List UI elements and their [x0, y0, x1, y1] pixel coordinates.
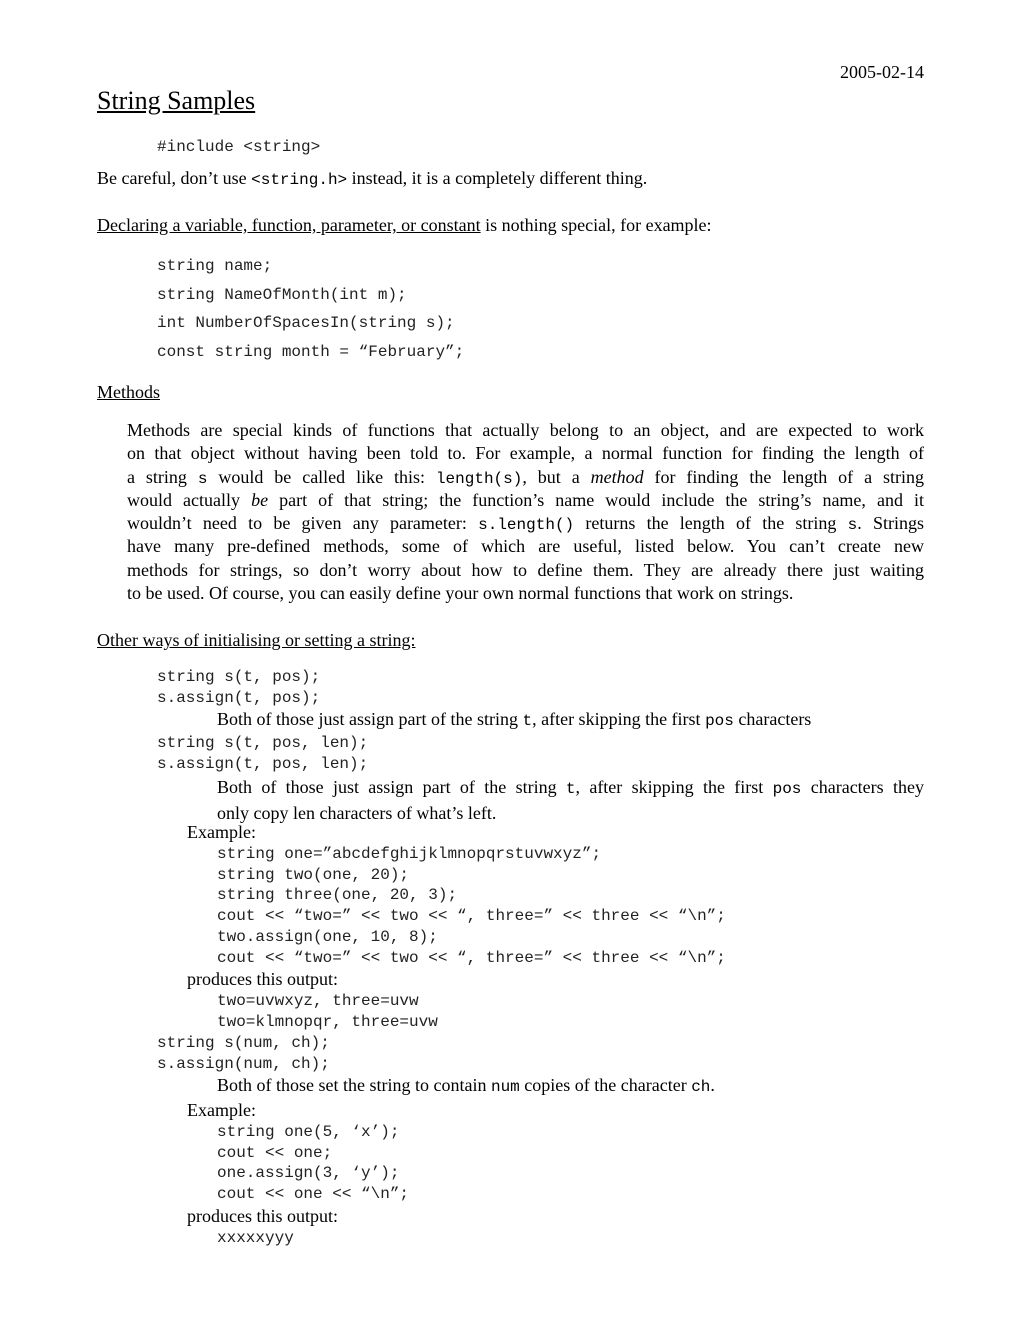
text-run: , after skipping the first: [575, 777, 773, 797]
methods-heading[interactable]: Methods: [97, 382, 160, 402]
inline-code: s: [847, 516, 858, 535]
group3-code: [157, 1033, 330, 1074]
code-line: string two(one, 20);: [217, 865, 410, 884]
code-line: two.assign(one, 10, 8);: [217, 927, 438, 946]
text-run: Both of those set the string to contain: [217, 1075, 491, 1095]
careful-note: [97, 168, 647, 189]
inline-code: ch: [691, 1078, 711, 1096]
text-run: have many pre-defined methods, some of which are useful, listed below. You can’t create new: [127, 536, 924, 557]
text-run: returns the length of the string: [574, 513, 848, 534]
paragraph-line: [127, 512, 924, 535]
description-line: only copy len characters of what’s left.: [217, 803, 497, 823]
example1-code: [217, 844, 726, 968]
emphasis: method: [590, 466, 644, 487]
group3-description: [217, 1075, 715, 1096]
text-run: , after skipping the first: [532, 709, 706, 729]
text-run: would actually: [127, 489, 252, 510]
declaring-rest: is nothing special, for example:: [480, 215, 712, 235]
example-label: Example:: [187, 1100, 256, 1120]
code-line: const string month = “February”;: [157, 342, 465, 361]
output1-block: [217, 991, 438, 1032]
text-run: part of that string; the function’s name would include the string’s name, and it: [268, 489, 924, 510]
produces-label: produces this output:: [187, 1206, 338, 1226]
inline-code: pos: [772, 780, 802, 798]
group1-code: [157, 667, 320, 708]
text-run: Both of those just assign part of the string: [217, 777, 566, 797]
paragraph-line: [127, 466, 924, 489]
page-title: String Samples: [97, 86, 256, 115]
example2-code: [217, 1122, 409, 1205]
code-line: cout << “two=” << two << “, three=” << three << “\n”;: [217, 907, 726, 926]
text-run: to be used. Of course, you can easily define your own normal functions that work on strings.: [127, 583, 794, 604]
code-line: cout << one;: [217, 1143, 333, 1162]
output-line: xxxxxyyy: [217, 1229, 294, 1247]
code-line: string s(t, pos);: [157, 668, 321, 686]
paragraph-line: [127, 442, 924, 465]
description-line: [217, 775, 924, 801]
document-date: 2005-02-14: [840, 62, 924, 82]
text-run: .: [710, 1075, 715, 1095]
text-run: characters they: [801, 777, 924, 797]
code-line: one.assign(3, ‘y’);: [217, 1164, 400, 1183]
code-line: string s(num, ch);: [157, 1034, 330, 1052]
code-line: cout << one << “\n”;: [217, 1185, 410, 1204]
declaring-link[interactable]: Declaring a variable, function, parameter, or constant: [97, 215, 481, 235]
code-line: int NumberOfSpacesIn(string s);: [157, 314, 455, 332]
methods-paragraph: [127, 419, 924, 605]
code-line: string NameOfMonth(int m);: [157, 285, 407, 304]
text-run: , but a: [522, 466, 591, 487]
code-line: string three(one, 20, 3);: [217, 886, 458, 905]
group2-code: [157, 733, 368, 774]
paragraph-line: [127, 419, 924, 442]
group1-description: [217, 709, 811, 730]
text-run: on that object without having been told to. For example, a normal function for finding the length of: [127, 443, 924, 464]
group2-description: [217, 775, 924, 825]
text-run: would be called like this:: [207, 466, 436, 487]
code-line: string one(5, ‘x’);: [217, 1123, 400, 1141]
output-line: two=klmnopqr, three=uvw: [217, 1012, 438, 1031]
text-run: wouldn’t need to be given any parameter:: [127, 513, 479, 534]
code-line: string name;: [157, 257, 273, 275]
text-run: . Strings: [857, 513, 924, 534]
inline-code: t: [565, 780, 576, 798]
inline-code: s.length(): [478, 516, 575, 535]
emphasis: be: [251, 489, 269, 510]
text-run: Both of those just assign part of the string: [217, 709, 523, 729]
text-run: for finding the length of a string: [643, 466, 924, 487]
declaring-code-block: [157, 252, 464, 366]
paragraph-line: [127, 559, 924, 582]
text-run: characters: [733, 709, 812, 729]
output2-block: [217, 1228, 294, 1249]
paragraph-line: [127, 489, 924, 512]
code-line: s.assign(t, pos);: [157, 688, 321, 707]
declaring-sentence: [97, 215, 712, 236]
include-line: #include <string>: [157, 138, 321, 156]
text-run: methods for strings, so don’t worry about how to define them. They are already there just waiting: [127, 559, 924, 580]
produces-label: produces this output:: [187, 969, 338, 989]
paragraph-line: [127, 582, 924, 605]
code-line: string one=”abcdefghijklmnopqrstuvwxyz”;: [217, 845, 602, 863]
inline-code: num: [490, 1078, 520, 1096]
inline-code: t: [522, 712, 533, 730]
example-label: Example:: [187, 822, 256, 842]
text-run: Methods are special kinds of functions that actually belong to an object, and are expected to work: [127, 420, 924, 440]
code-line: s.assign(t, pos, len);: [157, 754, 369, 773]
text-run: a string: [127, 466, 198, 487]
other-ways-heading[interactable]: Other ways of initialising or setting a string:: [97, 630, 416, 650]
inline-code: pos: [705, 712, 734, 730]
inline-code: s: [197, 469, 208, 488]
output-line: two=uvwxyz, three=uvw: [217, 992, 419, 1010]
code-line: cout << “two=” << two << “, three=” << three << “\n”;: [217, 948, 726, 967]
text-run: copies of the character: [519, 1075, 692, 1095]
careful-note-code: <string.h>: [251, 171, 348, 189]
inline-code: length(s): [435, 469, 523, 488]
paragraph-line: [127, 535, 924, 558]
careful-note-post: instead, it is a completely different thing.: [347, 168, 648, 188]
code-line: s.assign(num, ch);: [157, 1054, 330, 1073]
careful-note-pre: Be careful, don’t use: [97, 168, 252, 188]
code-line: string s(t, pos, len);: [157, 734, 369, 752]
